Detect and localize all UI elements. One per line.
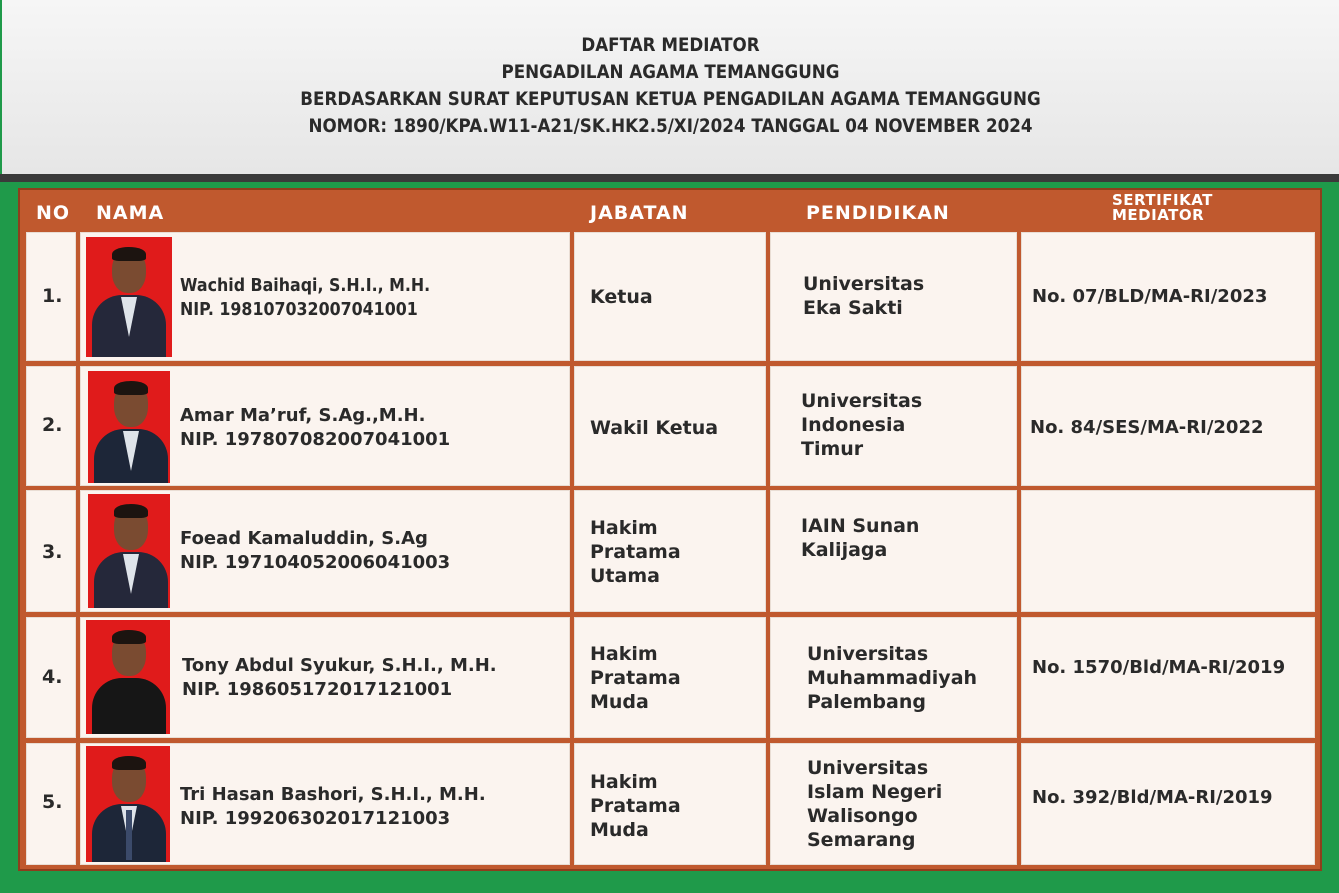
mediator-pendidikan-line: Islam Negeri <box>807 781 943 803</box>
header-divider <box>0 174 1339 182</box>
row-number: 5. <box>42 791 63 813</box>
row-number: 3. <box>42 541 63 563</box>
mediator-pendidikan-line: Walisongo <box>807 805 918 827</box>
mediator-pendidikan-line: Indonesia <box>801 414 906 436</box>
mediator-pendidikan-line: Timur <box>801 438 864 460</box>
mediator-nip: NIP. 199206302017121003 <box>180 808 451 829</box>
row-number: 4. <box>42 666 63 688</box>
header-title: DAFTAR MEDIATOR <box>581 34 760 56</box>
row-number: 1. <box>42 285 63 307</box>
mediator-pendidikan-line: Semarang <box>807 829 916 851</box>
column-header-nama: NAMA <box>96 202 165 224</box>
mediator-jabatan-line: Muda <box>590 819 649 841</box>
mediator-nip: NIP. 197807082007041001 <box>180 429 451 450</box>
mediator-pendidikan-line: Universitas <box>801 390 923 412</box>
mediator-pendidikan-line: Palembang <box>807 691 926 713</box>
column-header-sertifikat-line1: SERTIFIKAT <box>1112 191 1213 209</box>
header-decree-number: NOMOR: 1890/KPA.W11-A21/SK.HK2.5/XI/2024 TANGGAL 04 NOVEMBER 2024 <box>308 115 1033 137</box>
row-number: 2. <box>42 414 63 436</box>
column-header-pendidikan: PENDIDIKAN <box>806 202 950 224</box>
mediator-jabatan-line: Hakim <box>590 517 658 539</box>
mediator-jabatan-line: Utama <box>590 565 660 587</box>
header-court: PENGADILAN AGAMA TEMANGGUNG <box>501 61 840 83</box>
column-header-jabatan: JABATAN <box>590 202 689 224</box>
mediator-photo <box>86 746 170 862</box>
mediator-jabatan: Ketua <box>590 286 653 308</box>
mediator-jabatan-line: Hakim <box>590 771 658 793</box>
mediator-sertifikat: No. 07/BLD/MA-RI/2023 <box>1032 286 1268 307</box>
mediator-pendidikan-line: Universitas <box>803 273 925 295</box>
mediator-name: Amar Ma’ruf, S.Ag.,M.H. <box>180 405 426 426</box>
mediator-photo <box>88 494 170 608</box>
mediator-name: Wachid Baihaqi, S.H.I., M.H. <box>180 275 431 296</box>
column-header-sertifikat-line2: MEDIATOR <box>1112 206 1205 224</box>
mediator-pendidikan-line: Muhammadiyah <box>807 667 978 689</box>
mediator-photo <box>86 237 172 357</box>
mediator-sertifikat: No. 84/SES/MA-RI/2022 <box>1030 417 1264 438</box>
mediator-jabatan-line: Pratama <box>590 541 681 563</box>
mediator-nip: NIP. 198107032007041001 <box>180 299 418 320</box>
mediator-photo <box>86 620 170 734</box>
mediator-sertifikat: No. 1570/Bld/MA-RI/2019 <box>1032 657 1286 678</box>
mediator-name: Tri Hasan Bashori, S.H.I., M.H. <box>180 784 486 805</box>
mediator-pendidikan-line: Kalijaga <box>801 539 888 561</box>
table-row-cell-sertifikat <box>1021 490 1315 612</box>
mediator-name: Foead Kamaluddin, S.Ag <box>180 528 428 549</box>
document-header <box>0 0 1339 174</box>
mediator-sertifikat: No. 392/Bld/MA-RI/2019 <box>1032 787 1273 808</box>
header-basis: BERDASARKAN SURAT KEPUTUSAN KETUA PENGADILAN AGAMA TEMANGGUNG <box>300 88 1041 110</box>
mediator-pendidikan-line: Universitas <box>807 643 929 665</box>
column-header-sertifikat <box>1112 193 1213 223</box>
mediator-pendidikan-line: IAIN Sunan <box>801 515 920 537</box>
mediator-pendidikan-line: Eka Sakti <box>803 297 903 319</box>
mediator-jabatan-line: Hakim <box>590 643 658 665</box>
mediator-jabatan-line: Pratama <box>590 667 681 689</box>
mediator-jabatan: Wakil Ketua <box>590 417 719 439</box>
mediator-jabatan-line: Pratama <box>590 795 681 817</box>
mediator-photo <box>88 371 170 483</box>
mediator-name: Tony Abdul Syukur, S.H.I., M.H. <box>182 655 497 676</box>
mediator-pendidikan-line: Universitas <box>807 757 929 779</box>
mediator-nip: NIP. 197104052006041003 <box>180 552 451 573</box>
column-header-no: NO <box>36 202 71 224</box>
mediator-jabatan-line: Muda <box>590 691 649 713</box>
mediator-nip: NIP. 198605172017121001 <box>182 679 453 700</box>
